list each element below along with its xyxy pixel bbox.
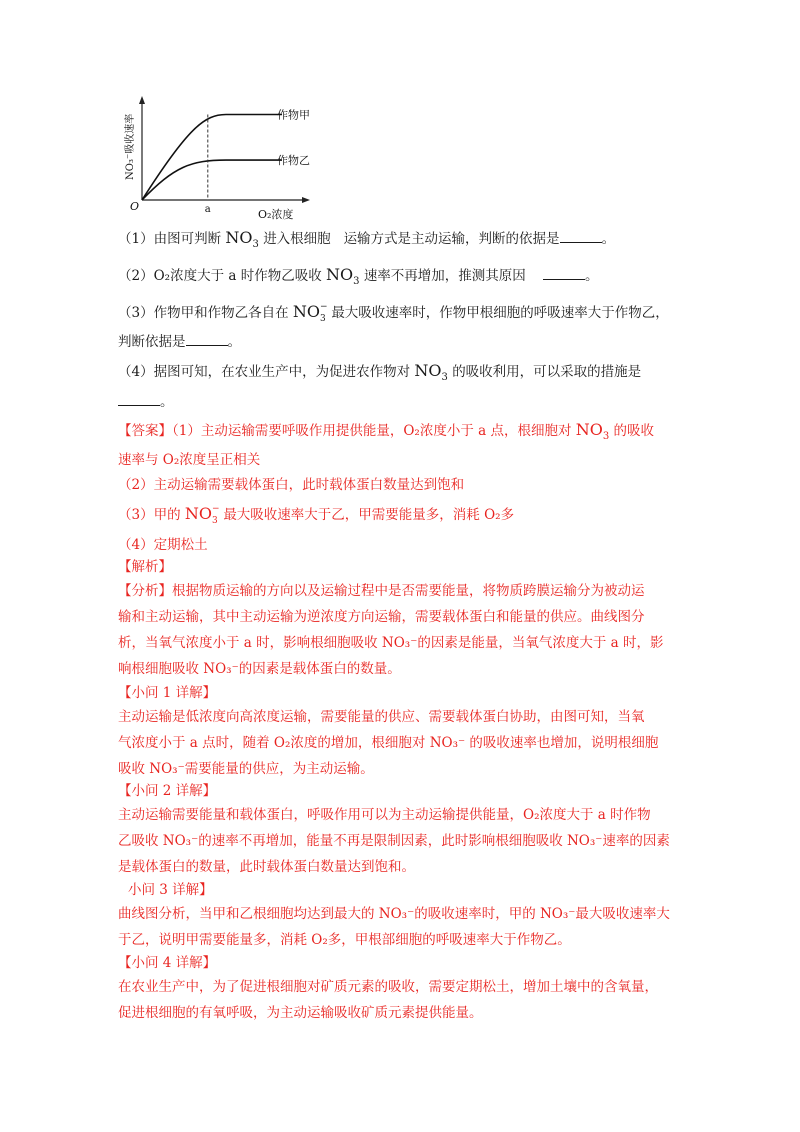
chart-curves <box>142 115 282 201</box>
fenxi-line-3: 析，当氧气浓度小于 a 时，影响根细胞吸收 NO₃⁻的因素是能量，当氧气浓度大于 a 时，影 <box>118 635 664 651</box>
answer-line-2: （2）主动运输需要载体蛋白，此时载体蛋白数量达到饱和 <box>118 477 465 493</box>
answer-line-1: 【答案】（1）主动运输需要呼吸作用提供能量，O₂浓度小于 a 点，根细胞对 $NO_3$ 的吸收 <box>118 420 655 443</box>
series-curve-1 <box>142 115 282 201</box>
q4-line-2: 促进根细胞的有氧呼吸，为主动运输吸收矿质元素提供能量。 <box>118 1005 483 1021</box>
no3-ion-formula: NO − 3 <box>184 504 220 526</box>
origin-label: O <box>130 200 140 213</box>
series-label-1: 作物甲 <box>277 108 310 122</box>
q1-line-2: 气浓度小于 a 点时，随着 O₂浓度的增加，根细胞对 NO₃⁻ 的吸收速率也增加，说明根细胞 <box>118 735 659 751</box>
no3-absorption-chart <box>118 92 318 222</box>
answer-blank <box>118 393 160 406</box>
x-axis-label: O₂浓度 <box>258 208 294 221</box>
q4-line-1: 在农业生产中，为了促进根细胞对矿质元素的吸收，需要定期松土，增加土壤中的含氧量， <box>118 979 658 995</box>
answer-blank <box>560 230 602 243</box>
q2-line-2: 乙吸收 NO₃⁻的速率不再增加，能量不再是限制因素，此时影响根细胞吸收 NO₃⁻速率的因素 <box>118 833 670 849</box>
q2-line-3: 是载体蛋白的数量，此时载体蛋白数量达到饱和。 <box>118 859 415 875</box>
series-curve-2 <box>142 160 282 200</box>
q1-line-3: 吸收 NO₃⁻需要能量的供应，为主动运输。 <box>118 761 374 777</box>
no3-formula: $NO_3$ <box>225 228 259 251</box>
q3-tag: 小问 3 详解】 <box>128 882 213 898</box>
q3-line-1: 曲线图分析，当甲和乙根细胞均达到最大的 NO₃⁻的吸收速率时，甲的 NO₃⁻最大吸收速率大 <box>118 906 670 922</box>
answer-blank <box>543 267 585 280</box>
y-axis-label: NO₃⁻吸收速率 <box>125 113 136 180</box>
answer-line-3: （3）甲的 NO − 3 最大吸收速率大于乙，甲需要能量多，消耗 O₂多 <box>118 504 515 526</box>
answer-line-4: （4）定期松土 <box>118 537 208 553</box>
y-axis-arrow <box>139 96 145 104</box>
analysis-tag: 【解析】 <box>118 559 172 575</box>
question-1: （1）由图可判断 $NO_3$ 进入根细胞 运输方式是主动运输，判断的依据是 。 <box>118 228 616 251</box>
series-label-2: 作物乙 <box>277 154 310 168</box>
chart-labels <box>123 108 310 222</box>
q4-tag: 【小问 4 详解】 <box>118 955 217 971</box>
q2-line-1: 主动运输需要能量和载体蛋白，呼吸作用可以为主动运输提供能量，O₂浓度大于 a 时作物 <box>118 807 651 823</box>
question-4-cont: 。 <box>118 392 174 412</box>
q1-tag: 【小问 1 详解】 <box>118 685 217 701</box>
fenxi-line-1: 【分析】根据物质运输的方向以及运输过程中是否需要能量，将物质跨膜运输分为被动运 <box>118 583 645 599</box>
question-2: （2）O₂浓度大于 a 时作物乙吸收 $NO_3$ 速率不再增加，推测其原因 。 <box>118 265 599 288</box>
no3-ion-formula: NO − 3 <box>292 302 328 324</box>
x-axis-arrow <box>302 197 310 203</box>
answer-line-1-cont: 速率与 O₂浓度呈正相关 <box>118 452 261 468</box>
no3-formula: $NO_3$ <box>575 420 610 443</box>
fenxi-line-4: 响根细胞吸收 NO₃⁻的因素是载体蛋白的数量。 <box>118 661 401 677</box>
question-3-cont: 判断依据是 。 <box>118 334 241 350</box>
x-tick-label: a <box>204 204 211 215</box>
answer-blank <box>186 333 228 346</box>
question-3: （3）作物甲和作物乙各自在 NO − 3 最大吸收速率时，作物甲根细胞的呼吸速率大于作物乙， <box>118 302 669 324</box>
no3-formula: $NO_3$ <box>414 361 448 384</box>
fenxi-line-2: 输和主动运输，其中主动运输为逆浓度方向运输，需要载体蛋白和能量的供应。曲线图分 <box>118 609 645 625</box>
no3-formula: $NO_3$ <box>326 265 360 288</box>
q3-line-2: 于乙，说明甲需要能量多，消耗 O₂多，甲根部细胞的呼吸速率大于作物乙。 <box>118 932 571 948</box>
q1-line-1: 主动运输是低浓度向高浓度运输，需要能量的供应、需要载体蛋白协助，由图可知，当氧 <box>118 709 645 725</box>
question-4: （4）据图可知，在农业生产中，为促进农作物对 $NO_3$ 的吸收利用，可以采取的措施是 <box>118 361 642 384</box>
q2-tag: 【小问 2 详解】 <box>118 783 217 799</box>
